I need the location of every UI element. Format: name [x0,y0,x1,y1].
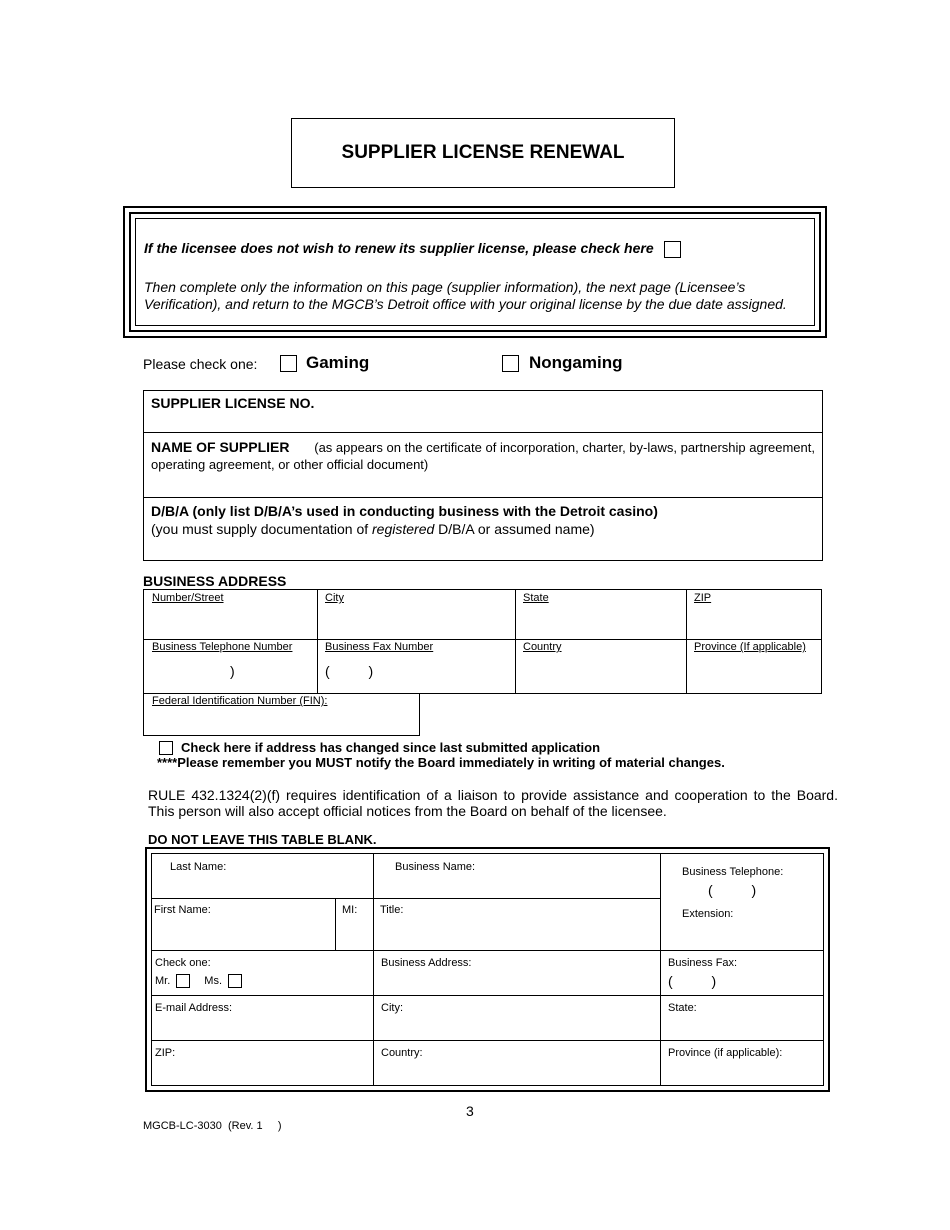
non-renewal-text: If the licensee does not wish to renew its supplier license, please check here [144,240,654,256]
business-address-heading: BUSINESS ADDRESS [143,573,287,589]
number-street-field[interactable]: Number/Street [152,592,224,604]
business-telephone-field[interactable]: Business Telephone Number [152,641,293,653]
form-title: SUPPLIER LICENSE RENEWAL [291,118,675,188]
check-one-label: Check one: [155,957,211,969]
notice-instructions-line1: Then complete only the information on this page (supplier information), the next page (Licensee’s [144,279,746,295]
supplier-license-no-field[interactable]: SUPPLIER LICENSE NO. [151,395,315,411]
rule-text-line1: RULE 432.1324(2)(f) requires identification of a liaison to provide assistance and cooperation to the Board. [148,787,838,803]
title-field[interactable]: Title: [380,904,404,916]
country-field[interactable]: Country [523,641,562,653]
city-field[interactable]: City [325,592,344,604]
business-name-field[interactable]: Business Name: [395,861,476,873]
dba-desc: (you must supply documentation of registered D/B/A or assumed name) [151,521,595,537]
first-name-field[interactable]: First Name: [154,904,211,916]
check-one-label: Please check one: [143,356,258,372]
fax-paren: ( ) [325,663,374,679]
last-name-field[interactable]: Last Name: [170,861,227,873]
business-fax-field[interactable]: Business Fax Number [325,641,434,653]
name-of-supplier-label: NAME OF SUPPLIER [151,439,290,455]
fin-field[interactable] [143,693,420,736]
province-field[interactable]: Province (If applicable) [694,641,806,653]
address-changed-checkbox[interactable] [159,741,173,755]
name-of-supplier-desc: (as appears on the certificate of incorporation, charter, by-laws, partnership agreement, [314,440,815,455]
rule-text-line2: This person will also accept official notices from the Board on behalf of the licensee. [148,803,667,819]
province-field[interactable]: Province (if applicable): [668,1047,783,1059]
extension-field[interactable]: Extension: [682,908,734,920]
state-field[interactable]: State: [668,1002,697,1014]
form-code: MGCB-LC-3030 (Rev. 1 ) [143,1120,282,1132]
business-fax-field[interactable]: Business Fax: [668,957,738,969]
city-field[interactable]: City: [381,1002,403,1014]
telephone-paren: ( ) [708,882,757,898]
address-changed-label: Check here if address has changed since last submitted application [181,740,601,755]
ms-label: Ms. [204,975,223,987]
fin-label: Federal Identification Number (FIN): [152,695,328,707]
telephone-paren: ) [230,663,235,679]
table-heading: DO NOT LEAVE THIS TABLE BLANK. [148,832,377,847]
dba-field[interactable] [151,502,658,538]
liaison-table [145,847,830,1092]
zip-field[interactable]: ZIP [694,592,712,604]
non-renewal-checkbox[interactable] [664,241,681,258]
country-field[interactable]: Country: [381,1047,423,1059]
ms-checkbox[interactable] [228,974,242,988]
zip-field[interactable]: ZIP: [155,1047,176,1059]
dba-label: D/B/A (only list D/B/A’s used in conducting business with the Detroit casino) [151,503,658,519]
name-of-supplier-desc-2: operating agreement, or other official document) [151,457,429,472]
mi-field[interactable]: MI: [342,904,358,916]
state-field[interactable]: State [523,592,549,604]
supplier-info-box [143,390,823,561]
nongaming-label: Nongaming [529,353,623,372]
mr-label: Mr. [155,975,171,987]
notify-reminder: ****Please remember you MUST notify the Board immediately in writing of material changes. [157,755,725,770]
notice-instructions-line2: Verification), and return to the MGCB’s Detroit office with your original license by the due date assigned. [144,296,787,312]
gaming-label: Gaming [306,353,370,372]
business-address-table [143,589,822,694]
salutation-options [155,974,242,988]
business-address-field[interactable]: Business Address: [381,957,472,969]
nongaming-checkbox[interactable] [502,355,519,372]
fax-paren: ( ) [668,973,717,989]
gaming-checkbox[interactable] [280,355,297,372]
mr-checkbox[interactable] [176,974,190,988]
email-field[interactable]: E-mail Address: [155,1002,233,1014]
non-renewal-notice [123,206,827,338]
rule-text [148,787,838,819]
page-number: 3 [466,1103,474,1119]
name-of-supplier-field[interactable] [151,439,815,473]
business-telephone-field[interactable]: Business Telephone: [682,866,784,878]
